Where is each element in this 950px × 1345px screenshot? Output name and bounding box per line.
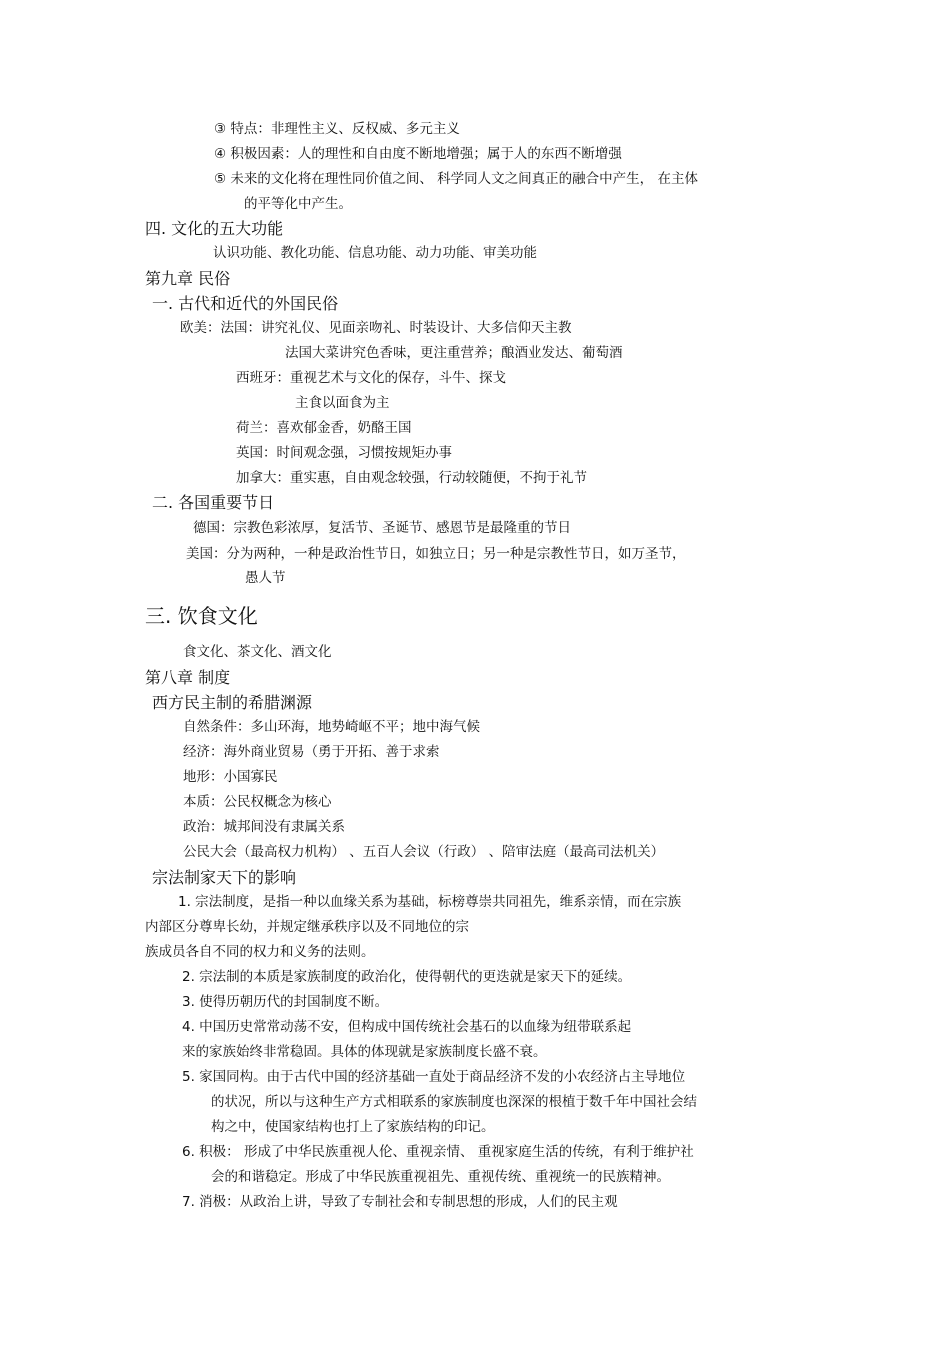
paragraph: 美国：分为两种，一种是政治性节日，如独立日；另一种是宗教性节日，如万圣节， (186, 546, 686, 562)
section-heading: 四. 文化的五大功能 (145, 219, 284, 238)
list-item: 1. 宗法制度，是指一种以血缘关系为基础，标榜尊崇共同祖先，维系亲情，而在宗族 (178, 894, 682, 910)
chapter-heading: 第八章 制度 (145, 668, 231, 687)
list-item: 5. 家国同构。由于古代中国的经济基础一直处于商品经济不发的小农经济占主导地位 (182, 1069, 686, 1085)
paragraph: 食文化、茶文化、酒文化 (183, 644, 332, 660)
paragraph: 欧美：法国：讲究礼仪、见面亲吻礼、时装设计、大多信仰天主教 (180, 320, 572, 336)
paragraph: 荷兰：喜欢郁金香，奶酪王国 (236, 420, 412, 436)
list-item-continuation: 的平等化中产生。 (244, 196, 352, 212)
list-item: 7. 消极：从政治上讲，导致了专制社会和专制思想的形成，人们的民主观 (182, 1194, 618, 1210)
paragraph: 加拿大：重实惠，自由观念较强，行动较随便，不拘于礼节 (236, 470, 587, 486)
paragraph: 认识功能、教化功能、信息功能、动力功能、审美功能 (213, 245, 537, 261)
list-item: 3. 使得历朝历代的封国制度不断。 (182, 994, 389, 1010)
list-item-continuation: 来的家族始终非常稳固。具体的体现就是家族制度长盛不衰。 (182, 1044, 547, 1060)
paragraph: 本质：公民权概念为核心 (183, 794, 332, 810)
list-item-continuation: 构之中，使国家结构也打上了家族结构的印记。 (211, 1119, 495, 1135)
paragraph: 公民大会（最高权力机构） 、五百人会议（行政） 、陪审法庭（最高司法机关） (183, 844, 665, 860)
paragraph: 经济：海外商业贸易（勇于开拓、善于求索 (183, 744, 440, 760)
paragraph: 德国：宗教色彩浓厚，复活节、圣诞节、感恩节是最隆重的节日 (193, 520, 571, 536)
paragraph: 主食以面食为主 (295, 395, 390, 411)
section-heading: 一. 古代和近代的外国民俗 (152, 294, 339, 313)
paragraph: 自然条件：多山环海，地势崎岖不平；地中海气候 (183, 719, 480, 735)
chapter-heading: 第九章 民俗 (145, 269, 231, 288)
list-item: ③ 特点：非理性主义、反权威、多元主义 (214, 121, 460, 137)
list-item: 2. 宗法制的本质是家族制度的政治化，使得朝代的更迭就是家天下的延续。 (182, 969, 632, 985)
list-item-continuation: 会的和谐稳定。形成了中华民族重视祖先、重视传统、重视统一的民族精神。 (211, 1169, 670, 1185)
list-item: ⑤ 未来的文化将在理性同价值之间、 科学同人文之间真正的融合中产生， 在主体 (214, 171, 698, 187)
list-item: 6. 积极： 形成了中华民族重视人伦、重视亲情、 重视家庭生活的传统，有利于维护社 (182, 1144, 694, 1160)
paragraph: 英国：时间观念强，习惯按规矩办事 (236, 445, 452, 461)
list-item-continuation: 的状况，所以与这种生产方式相联系的家族制度也深深的根植于数千年中国社会结 (211, 1094, 697, 1110)
list-item: ④ 积极因素：人的理性和自由度不断地增强；属于人的东西不断增强 (214, 146, 622, 162)
paragraph: 法国大菜讲究色香味，更注重营养；酿酒业发达、葡萄酒 (285, 345, 623, 361)
section-heading: 三. 饮食文化 (145, 604, 258, 628)
list-item-continuation: 内部区分尊卑长幼，并规定继承秩序以及不同地位的宗 (145, 919, 469, 935)
list-item-continuation: 族成员各自不同的权力和义务的法则。 (145, 944, 375, 960)
list-item: 4. 中国历史常常动荡不安，但构成中国传统社会基石的以血缘为纽带联系起 (182, 1019, 632, 1035)
section-heading: 西方民主制的希腊渊源 (152, 693, 313, 712)
paragraph: 地形：小国寡民 (183, 769, 278, 785)
paragraph: 政治：城邦间没有隶属关系 (183, 819, 345, 835)
paragraph: 愚人节 (245, 570, 286, 586)
section-heading: 宗法制家天下的影响 (152, 868, 297, 887)
paragraph: 西班牙：重视艺术与文化的保存，斗牛、探戈 (236, 370, 506, 386)
section-heading: 二. 各国重要节日 (152, 493, 275, 512)
